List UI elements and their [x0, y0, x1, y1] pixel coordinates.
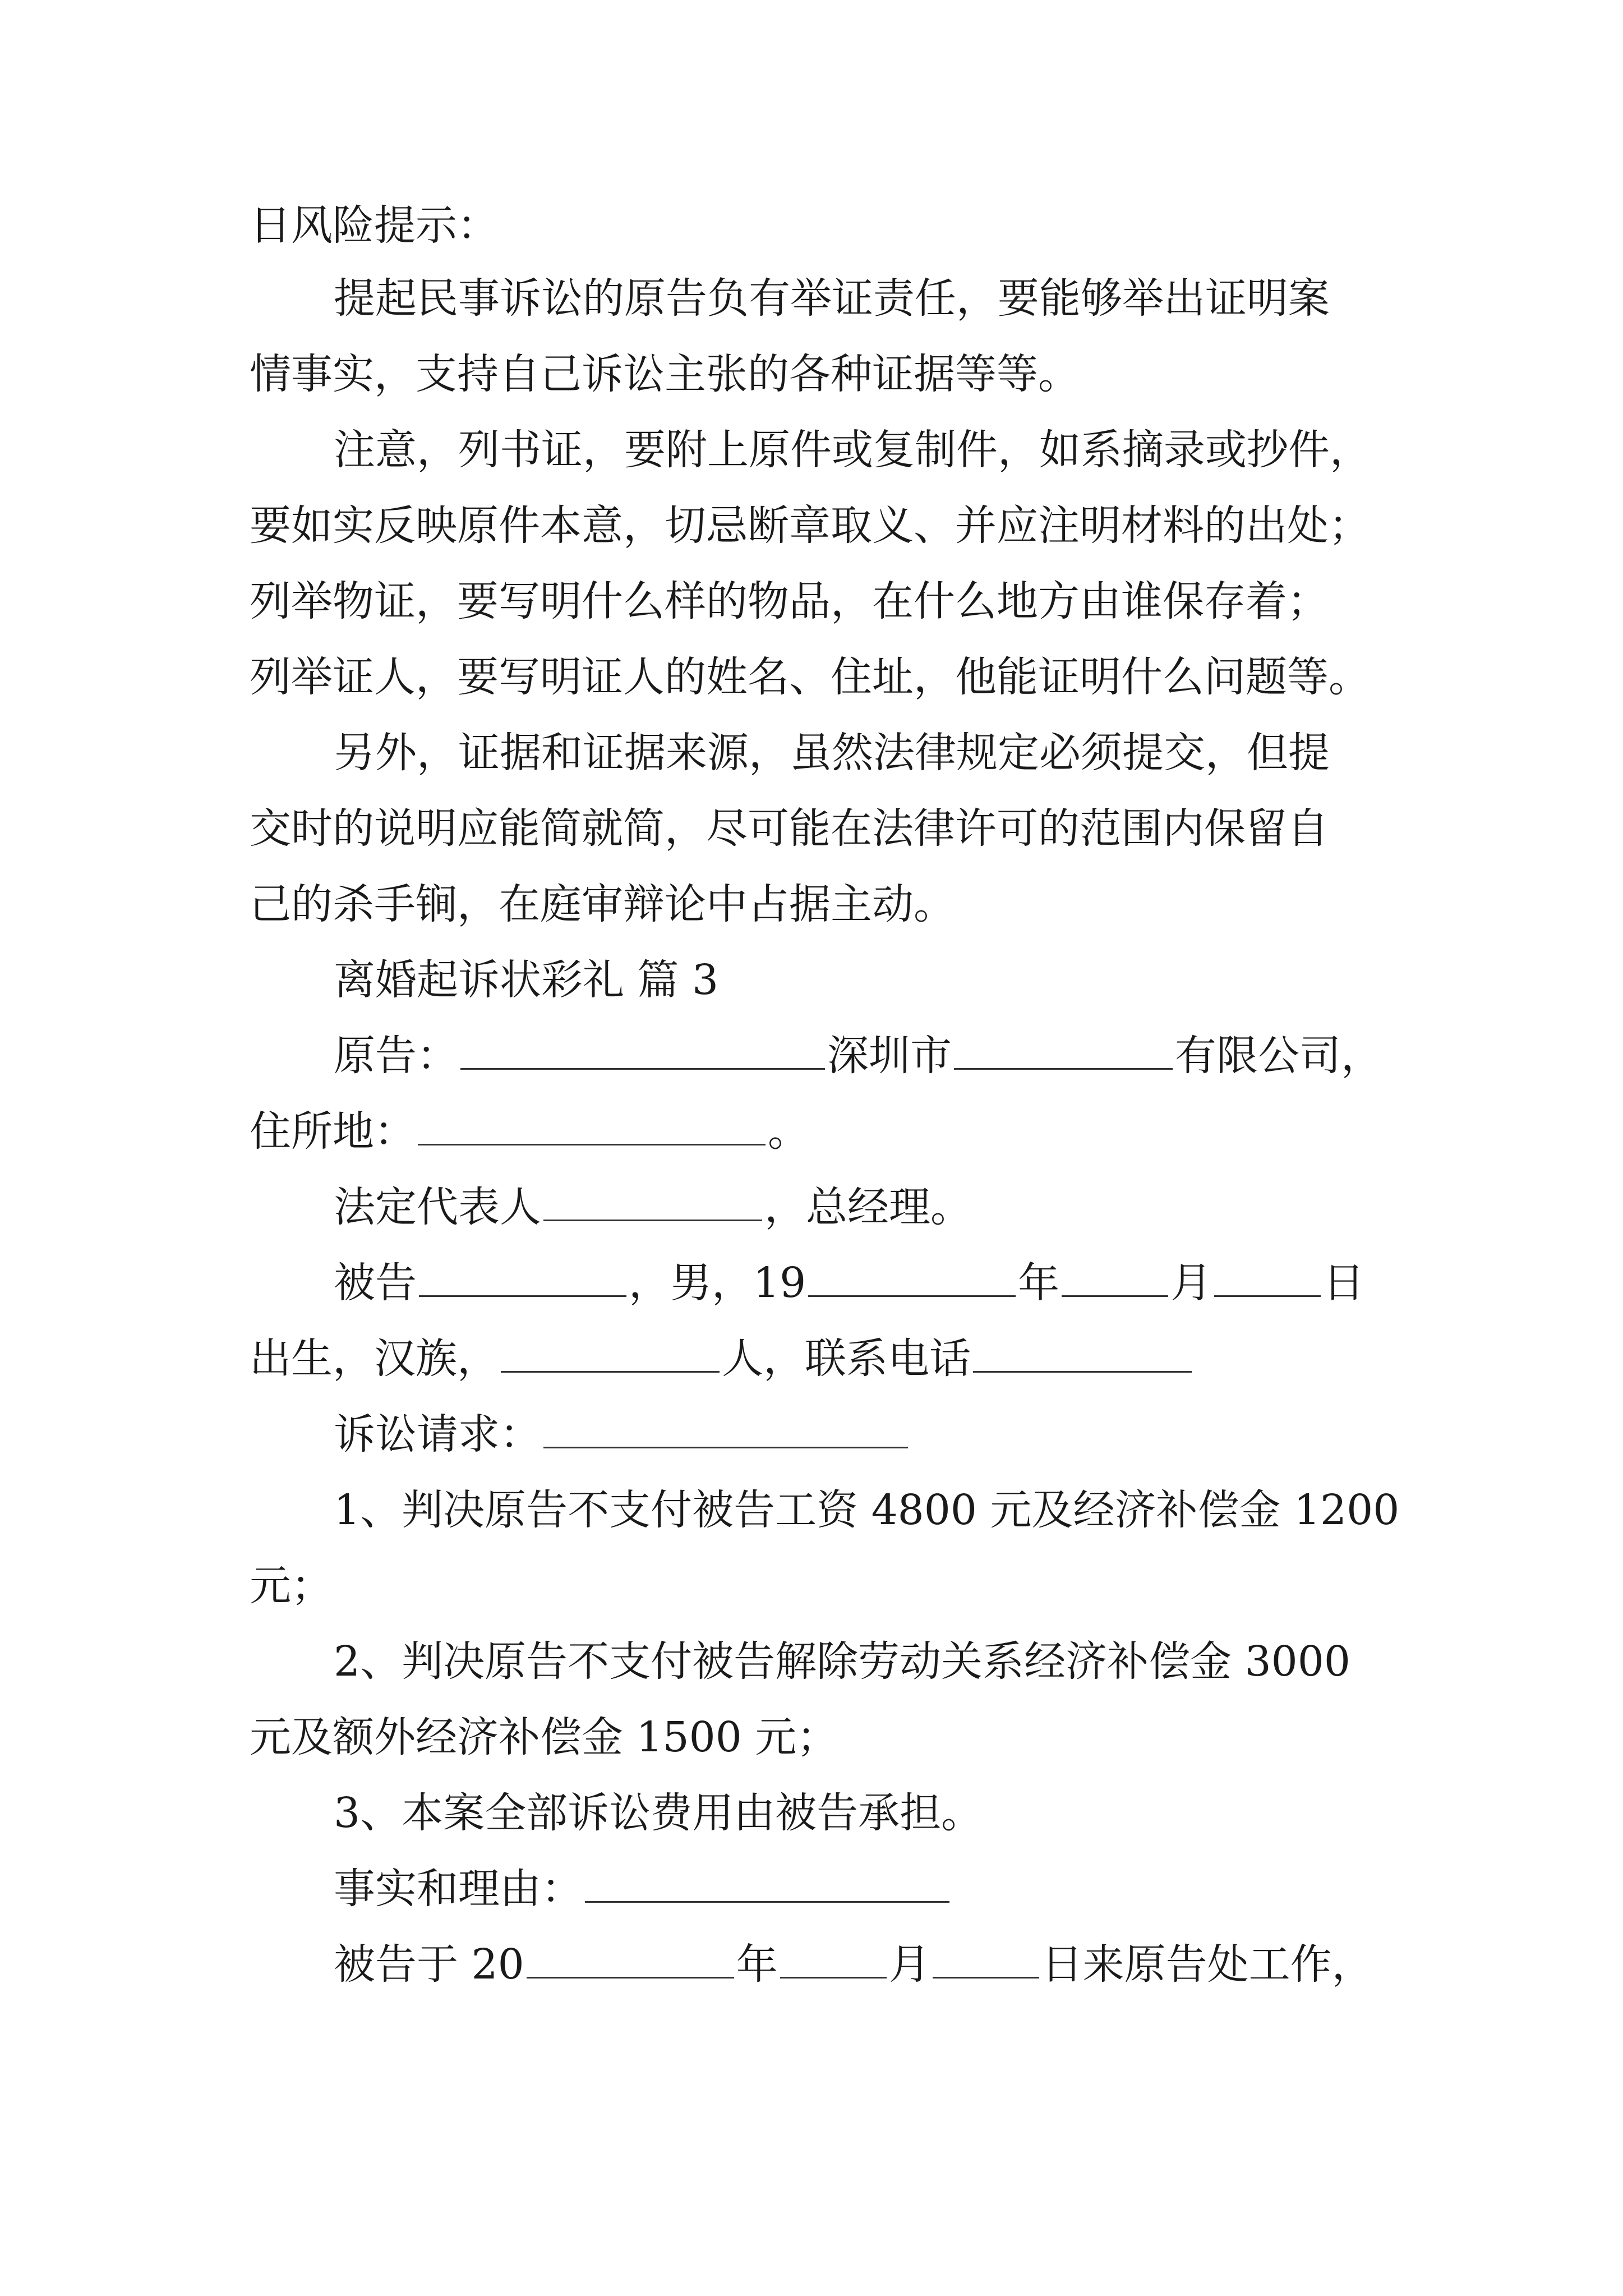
- facts-blank: [585, 1862, 949, 1903]
- paragraph-line: 情事实，支持自己诉讼主张的各种证据等等。: [250, 350, 1080, 398]
- phone-blank: [973, 1332, 1192, 1373]
- defendant-label: 被告: [334, 1259, 417, 1307]
- ethnicity-text: 出生，汉族，: [250, 1335, 499, 1383]
- phone-label: 人，联系电话: [722, 1335, 971, 1383]
- birth-month-blank: [1062, 1256, 1168, 1297]
- work-year-blank: [527, 1938, 734, 1978]
- address-end: 。: [768, 1107, 809, 1156]
- work-year-label: 年: [736, 1940, 778, 1989]
- claims-label: 诉讼请求：: [334, 1410, 541, 1458]
- work-month-blank: [780, 1938, 887, 1978]
- paragraph-line: 提起民事诉讼的原告负有举证责任，要能够举出证明案: [334, 274, 1330, 323]
- work-month-label: 月: [888, 1940, 930, 1989]
- month-label: 月: [1170, 1259, 1212, 1307]
- section-heading: 离婚起诉状彩礼 篇 3: [334, 956, 719, 1004]
- claim-item: 1、判决原告不支付被告工资 4800 元及经济补偿金 1200: [334, 1486, 1400, 1534]
- defendant-name-blank: [419, 1256, 626, 1297]
- facts-heading: [334, 1861, 952, 1917]
- paragraph-line: 要如实反映原件本意，切忌断章取义、并应注明材料的出处；: [250, 501, 1370, 550]
- legal-rep-line: [334, 1179, 972, 1235]
- address-line: [250, 1103, 809, 1159]
- plaintiff-name-blank: [460, 1029, 825, 1070]
- defendant-gender: ，男，19: [629, 1259, 806, 1307]
- claims-blank: [543, 1407, 908, 1448]
- paragraph-line: 己的杀手锏，在庭审辩论中占据主动。: [250, 880, 955, 928]
- claim-item: 3、本案全部诉讼费用由被告承担。: [334, 1789, 983, 1837]
- address-blank: [418, 1105, 766, 1145]
- company-name-blank: [954, 1029, 1173, 1070]
- claim-item-cont: 元及额外经济补偿金 1500 元；: [250, 1713, 838, 1761]
- work-start-line: [334, 1936, 1373, 1993]
- legal-rep-blank: [543, 1180, 762, 1221]
- work-suffix: 日来原告处工作，: [1041, 1940, 1373, 1989]
- paragraph-line: 另外，证据和证据来源，虽然法律规定必须提交，但提: [334, 729, 1330, 777]
- birth-year-blank: [808, 1256, 1016, 1297]
- claim-item-cont: 元；: [250, 1562, 333, 1610]
- paragraph-line: 交时的说明应能简就简，尽可能在法律许可的范围内保留自: [250, 804, 1329, 853]
- paragraph-line: 列举证人，要写明证人的姓名、住址，他能证明什么问题等。: [250, 653, 1370, 701]
- plaintiff-city: 深圳市: [827, 1032, 952, 1080]
- claims-heading: [334, 1406, 910, 1462]
- company-suffix: 有限公司，: [1175, 1032, 1382, 1080]
- hometown-blank: [501, 1332, 720, 1373]
- paragraph-line: 日风险提示：: [250, 201, 499, 250]
- work-prefix: 被告于 20: [334, 1940, 524, 1989]
- claim-item: 2、判决原告不支付被告解除劳动关系经济补偿金 3000: [334, 1637, 1350, 1686]
- legal-rep-title: ，总经理。: [764, 1183, 972, 1231]
- facts-label: 事实和理由：: [334, 1865, 583, 1913]
- paragraph-line: 列举物证，要写明什么样的物品，在什么地方由谁保存着；: [250, 577, 1329, 625]
- day-label: 日: [1323, 1259, 1365, 1307]
- plaintiff-label: 原告：: [334, 1032, 458, 1080]
- legal-rep-label: 法定代表人: [334, 1183, 541, 1231]
- address-label: 住所地：: [250, 1107, 416, 1156]
- plaintiff-line: [334, 1028, 1382, 1084]
- work-day-blank: [933, 1938, 1039, 1978]
- defendant-line: [334, 1255, 1364, 1311]
- paragraph-line: 注意，列书证，要附上原件或复制件，如系摘录或抄件，: [334, 426, 1371, 474]
- birth-day-blank: [1214, 1256, 1321, 1297]
- defendant-details-line: [250, 1331, 1194, 1387]
- year-label: 年: [1018, 1259, 1060, 1307]
